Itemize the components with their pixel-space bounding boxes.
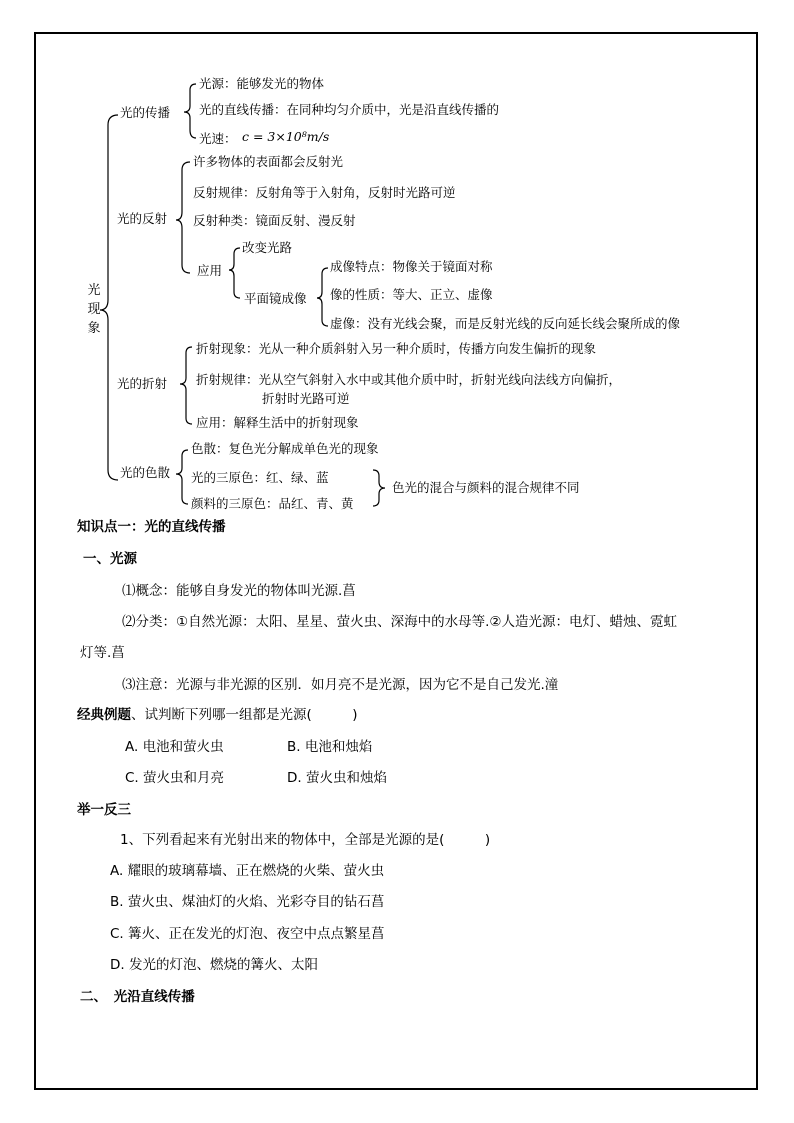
plane-mirror-item: 虚像：没有光线会聚，而是反射光线的反向延长线会聚所成的像 [330, 316, 681, 331]
plane-mirror-label: 平面镜成像 [244, 291, 307, 306]
practice-question: 1、下列看起来有光射出来的物体中，全部是光源的是( ) [120, 832, 491, 848]
reflection-item: 反射种类：镜面反射、漫反射 [193, 213, 356, 228]
refraction-item: 折射现象：光从一种介质斜射入另一种介质时，传播方向发生偏折的现象 [196, 341, 597, 356]
example-question [77, 709, 358, 723]
example-option: D. 萤火虫和烛焰 [287, 770, 387, 786]
propagation-item: 光速： [199, 131, 237, 146]
example-option: B. 电池和烛焰 [287, 739, 373, 755]
outline-root-char: 光 [87, 283, 101, 298]
reflection-label: 光的反射 [117, 211, 168, 226]
knowledge-point-title: 知识点一：光的直线传播 [77, 519, 226, 535]
section1-line: ⑶注意：光源与非光源的区别．如月亮不是光源，因为它不是自己发光.潼 [122, 677, 559, 693]
section1-line: ⑴概念：能够自身发光的物体叫光源.菖 [122, 583, 356, 599]
propagation-item: 光的直线传播：在同种均匀介质中，光是沿直线传播的 [199, 102, 500, 117]
practice-option: A. 耀眼的玻璃幕墙、正在燃烧的火柴、萤火虫 [110, 863, 385, 879]
plane-mirror-item: 成像特点：物像关于镜面对称 [330, 259, 493, 274]
section1-line: ⑵分类：①自然光源：太阳、星星、萤火虫、深海中的水母等.②人造光源：电灯、蜡烛、霓虹 [122, 614, 677, 630]
speed-formula: c = 3×10⁸m/s [242, 129, 330, 144]
practice-option: C. 篝火、正在发光的灯泡、夜空中点点繁星菖 [110, 926, 385, 942]
reflection-item: 许多物体的表面都会反射光 [193, 154, 344, 169]
practice-option: D. 发光的灯泡、燃烧的篝火、太阳 [110, 957, 318, 973]
application-label: 应用 [197, 263, 223, 278]
section1-title: 一、光源 [83, 551, 137, 567]
outline-root-char: 象 [87, 320, 101, 336]
propagation-label: 光的传播 [120, 105, 171, 120]
refraction-label: 光的折射 [117, 376, 168, 391]
plane-mirror-item: 像的性质：等大、正立、虚像 [330, 287, 493, 302]
refraction-item: 折射规律：光从空气斜射入水中或其他介质中时，折射光线向法线方向偏折， [196, 372, 622, 387]
practice-option: B. 萤火虫、煤油灯的火焰、光彩夺目的钻石菖 [110, 894, 385, 910]
color-item: 色散：复色光分解成单色光的现象 [191, 441, 379, 456]
practice-title: 举一反三 [77, 802, 131, 818]
mixing-note: 色光的混合与颜料的混合规律不同 [392, 480, 580, 495]
example-option: C. 萤火虫和月亮 [125, 770, 225, 786]
section1-line: 灯等.菖 [80, 645, 125, 661]
outline-root [86, 282, 102, 339]
example-label: 经典例题 [77, 707, 131, 723]
propagation-item: 光源：能够发光的物体 [199, 76, 325, 91]
reflection-item: 反射规律：反射角等于入射角，反射时光路可逆 [193, 185, 456, 200]
refraction-item: 应用：解释生活中的折射现象 [196, 415, 359, 430]
application-item: 改变光路 [242, 240, 293, 255]
outline-root-char: 现 [87, 301, 101, 317]
example-question-text: 、试判断下列哪一组都是光源( ) [131, 707, 358, 723]
refraction-item: 折射时光路可逆 [262, 391, 350, 406]
section2-title: 二、 光沿直线传播 [80, 989, 195, 1005]
color-label: 光的色散 [120, 465, 171, 480]
color-item: 颜料的三原色：品红、青、黄 [191, 496, 354, 511]
color-item: 光的三原色：红、绿、蓝 [191, 470, 329, 485]
example-option: A. 电池和萤火虫 [125, 739, 224, 755]
